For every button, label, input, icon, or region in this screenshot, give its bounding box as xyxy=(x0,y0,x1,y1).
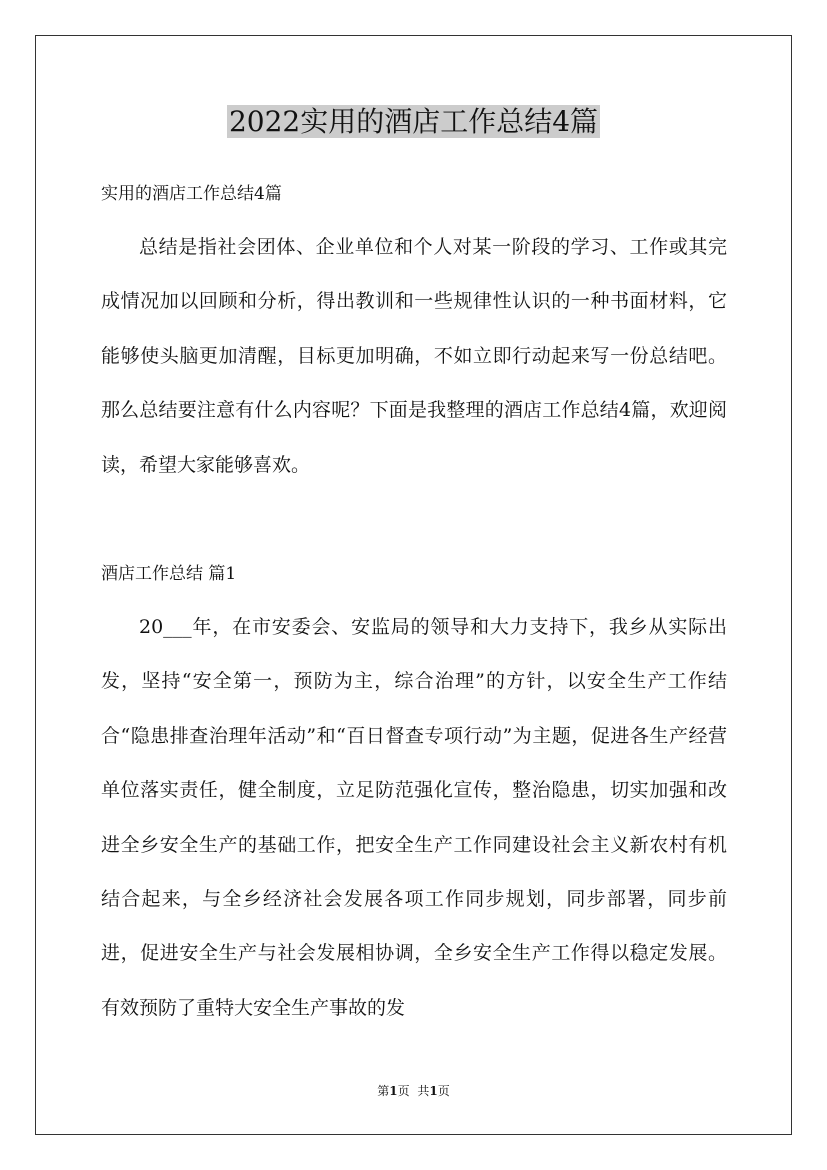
intro-paragraph: 总结是指社会团体、企业单位和个人对某一阶段的学习、工作或其完成情况加以回顾和分析，得出教训和一些规律性认识的一种书面材料，它能够使头脑更加清醒，目标更加明确，不如立即行动起来写一份总结吧。那么总结要注意有什么内容呢？下面是我整理的酒店工作总结4篇，欢迎阅读，希望大家能够喜欢。 xyxy=(101,236,727,476)
page-prefix: 第 xyxy=(377,1084,390,1098)
section-paragraph: 20___年，在市安委会、安监局的领导和大力支持下，我乡从实际出发，坚持“安全第一，预防为主，综合治理”的方针，以安全生产工作结合“隐患排查治理年活动”和“百日督查专项行动”为主题，促进各生产经营单位落实责任，健全制度，立足防范强化宣传，整治隐患，切实加强和改进全乡安全生产的基础工作，把安全生产工作同建设社会主义新农村有机结合起来，与全乡经济社会发展各项工作同步规划，同步部署，同步前进，促进安全生产与社会发展相协调，全乡安全生产工作得以稳定发展。有效预防了重特大安全生产事故的发 xyxy=(101,616,727,1019)
total-prefix: 共 xyxy=(417,1084,430,1098)
section-heading: 酒店工作总结 篇1 xyxy=(101,564,237,584)
document-subtitle: 实用的酒店工作总结4篇 xyxy=(101,184,282,204)
page-number: 1 xyxy=(389,1084,398,1098)
total-pages: 1 xyxy=(429,1084,438,1098)
document-title-text: 2022实用的酒店工作总结4篇 xyxy=(228,105,599,138)
total-suffix: 页 xyxy=(437,1084,450,1098)
page-suffix: 页 xyxy=(397,1084,410,1098)
page-footer xyxy=(0,1082,827,1100)
document-title xyxy=(0,102,827,142)
